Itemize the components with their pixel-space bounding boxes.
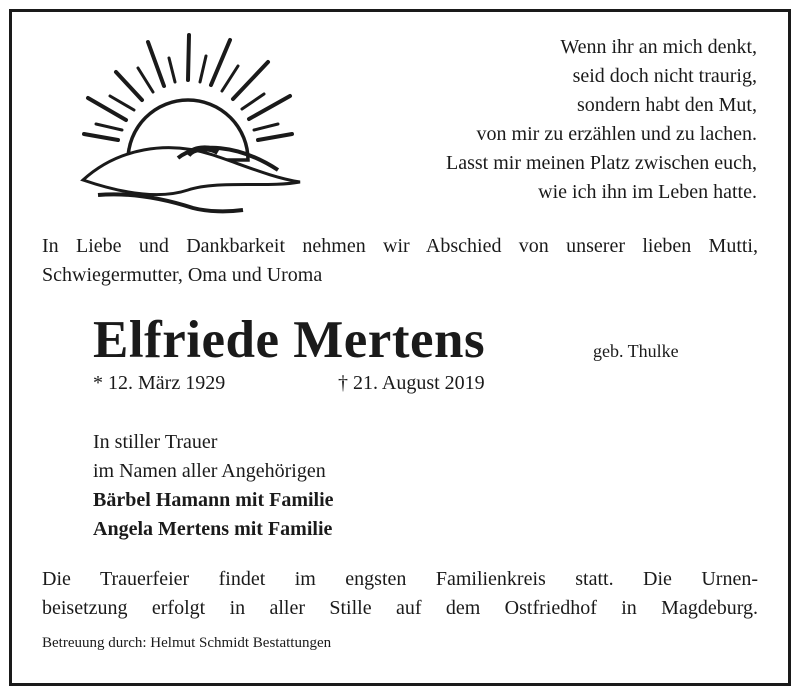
relatives-line: im Namen aller Angehörigen xyxy=(93,460,326,482)
family-name: Angela Mertens mit Familie xyxy=(93,518,333,540)
sunrise-over-hills-icon xyxy=(78,30,308,220)
poem-line: sondern habt den Mut, xyxy=(577,94,757,116)
undertaker-credit: Betreuung durch: Helmut Schmidt Bestattungen xyxy=(42,635,332,651)
death-date: † 21. August 2019 xyxy=(338,372,485,394)
poem-line: von mir zu erzählen und zu lachen. xyxy=(476,123,757,145)
poem-line: Wenn ihr an mich denkt, xyxy=(560,36,757,58)
farewell-intro: In Liebe und Dankbarkeit nehmen wir Abschied von unserer lieben Mutti, Schwiegermutter, Oma und Uroma xyxy=(42,235,758,286)
funeral-notice-line: beisetzung erfolgt in aller Stille auf dem Ostfriedhof in Magdeburg. xyxy=(42,597,758,619)
funeral-notice xyxy=(42,565,758,623)
poem-line: wie ich ihn im Leben hatte. xyxy=(538,181,757,203)
poem-line: seid doch nicht traurig, xyxy=(572,65,757,87)
mourning-line: In stiller Trauer xyxy=(93,431,218,453)
maiden-name: geb. Thulke xyxy=(593,341,679,361)
deceased-name: Elfriede Mertens xyxy=(93,311,486,369)
family-name: Bärbel Hamann mit Familie xyxy=(93,489,334,511)
mourners-block xyxy=(93,428,334,544)
memorial-poem xyxy=(337,33,757,207)
funeral-notice-line: Die Trauerfeier findet im engsten Familienkreis statt. Die Urnen- xyxy=(42,568,758,590)
birth-date: * 12. März 1929 xyxy=(93,372,226,394)
poem-line: Lasst mir meinen Platz zwischen euch, xyxy=(445,152,757,174)
